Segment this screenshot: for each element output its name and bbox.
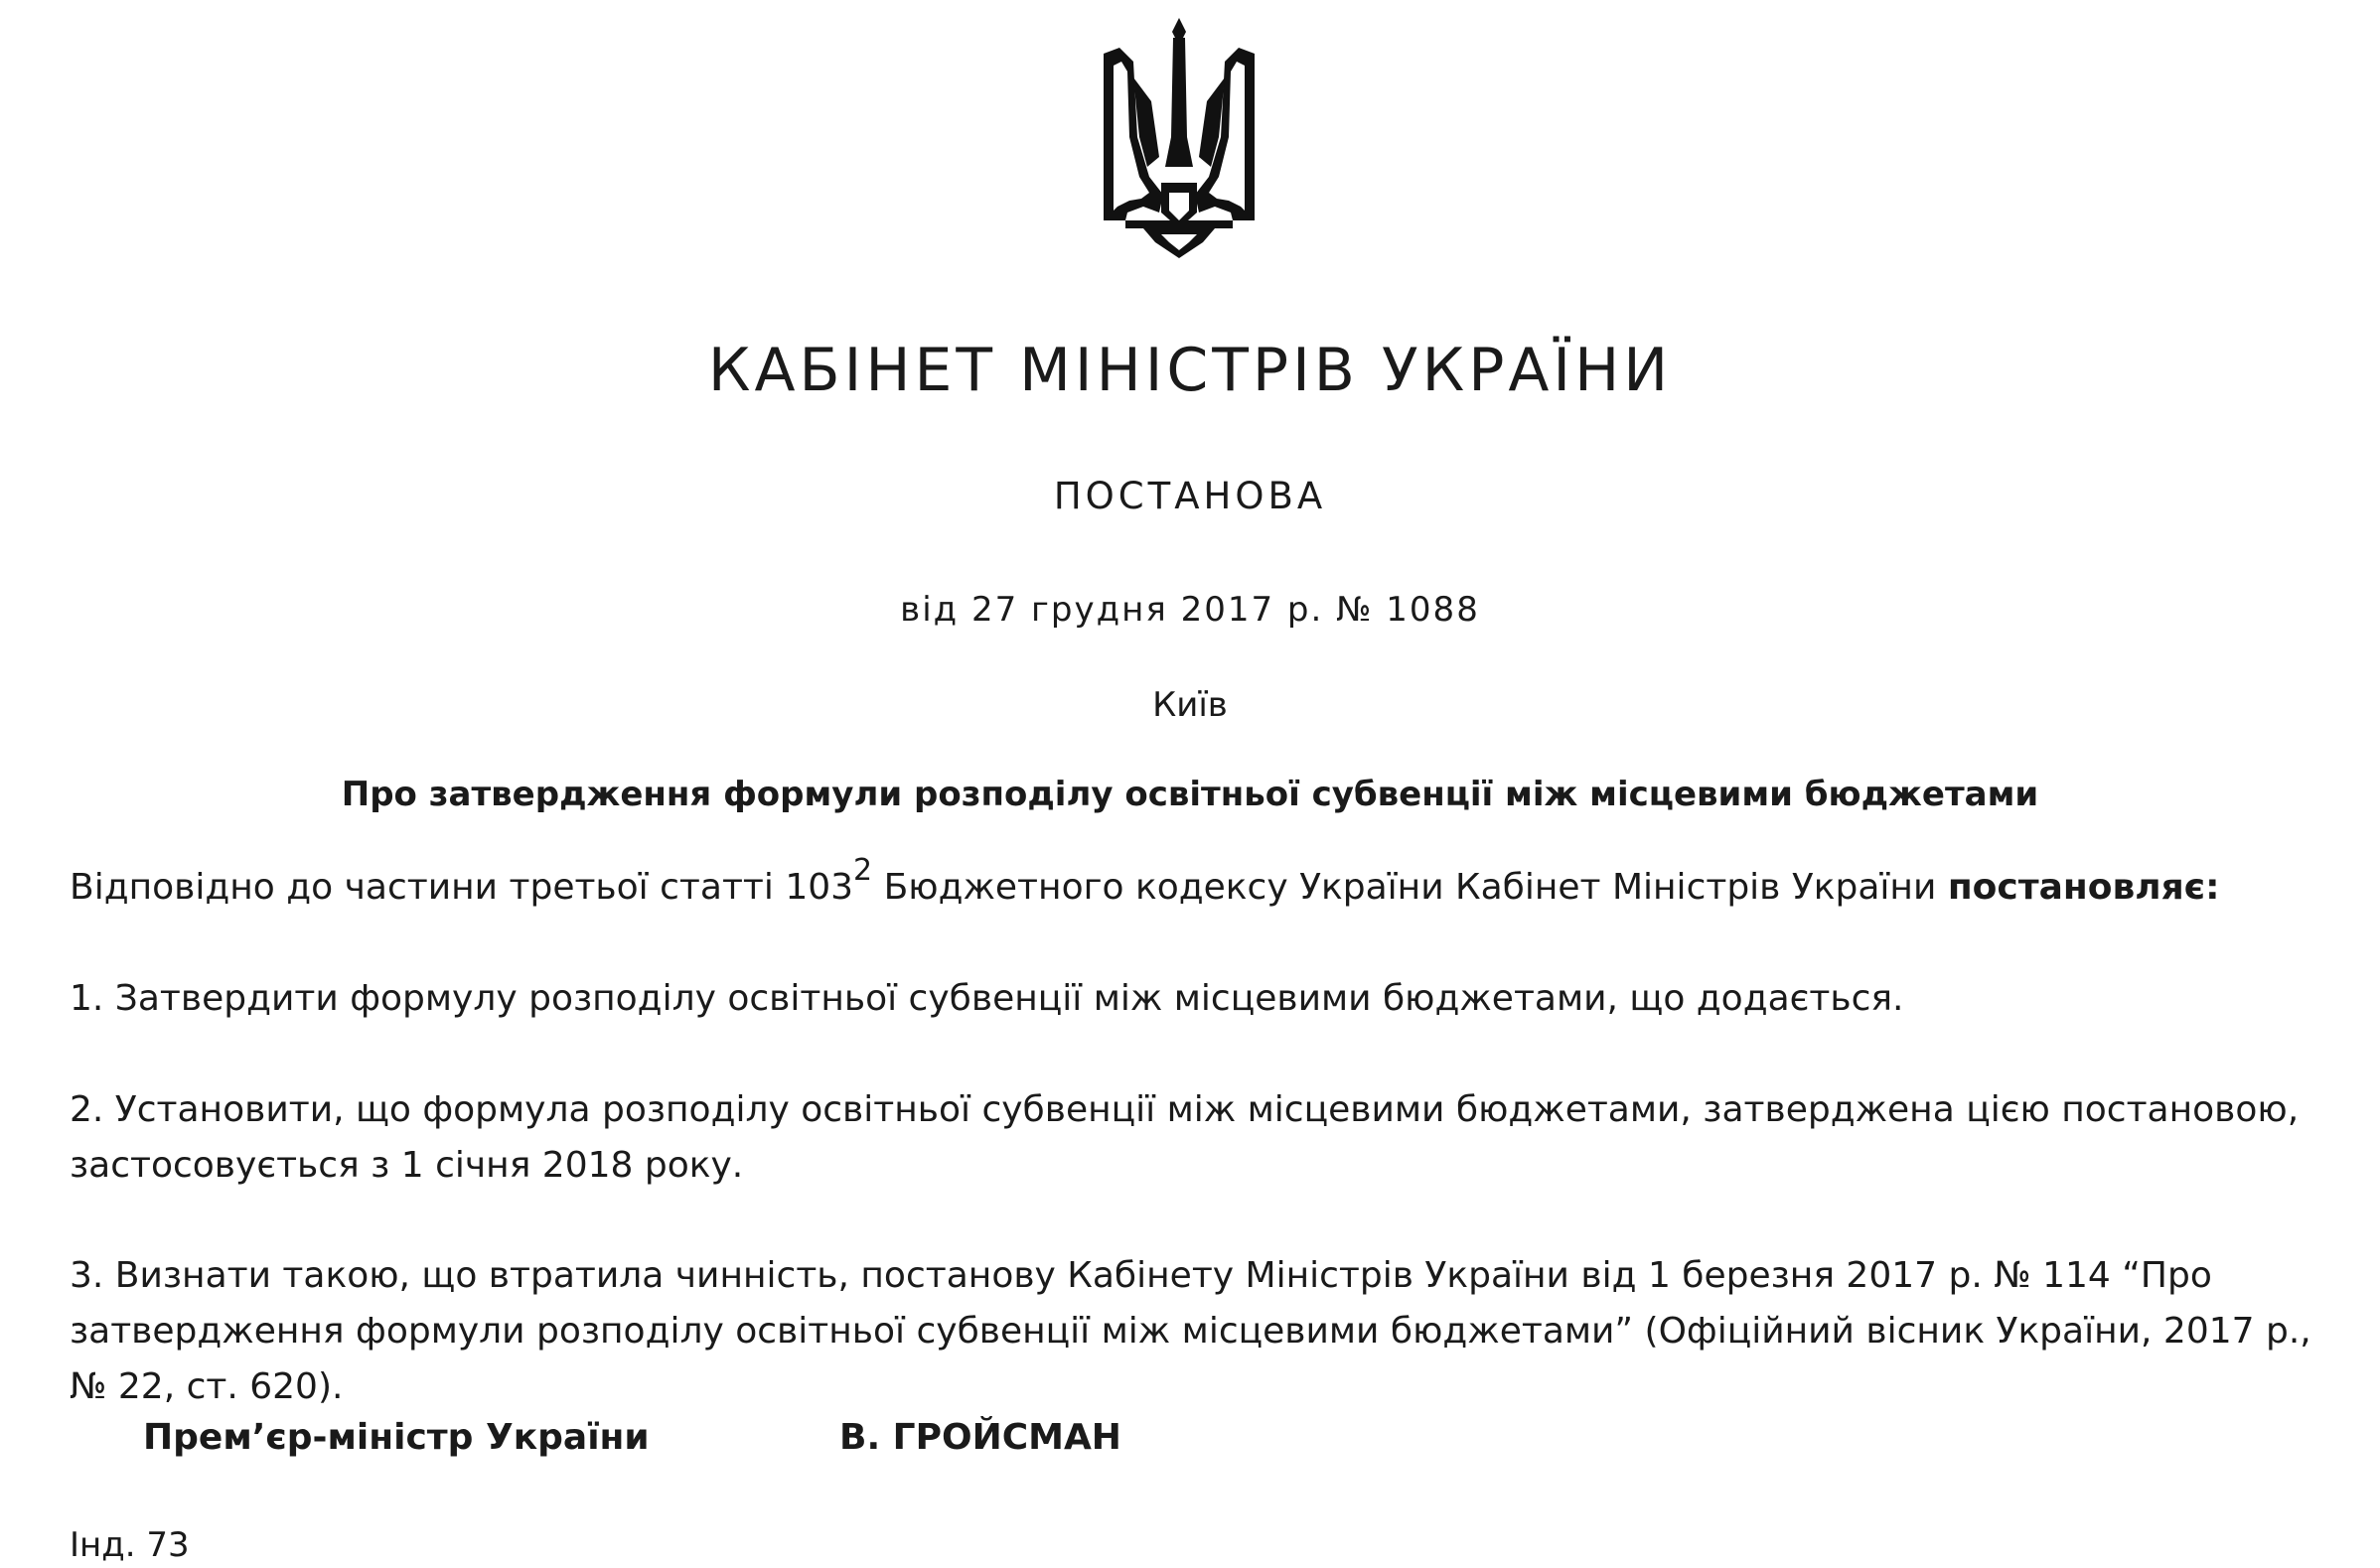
intro-resolves: постановляє: <box>1947 867 2220 908</box>
ukraine-trident-icon <box>1104 18 1255 258</box>
document-city: Київ <box>1152 685 1228 725</box>
intro-text-middle: Бюджетного кодексу України Кабінет Міністрів України <box>872 867 1948 908</box>
signature-name: В. ГРОЙСМАН <box>839 1417 1121 1458</box>
organization-title: КАБІНЕТ МІНІСТРІВ УКРАЇНИ <box>707 336 1673 405</box>
document-date-number: від 27 грудня 2017 р. № 1088 <box>900 590 1480 630</box>
paragraph-3: 3. Визнати такою, що втратила чинність, постанову Кабінету Міністрів України від 1 березня 2017 р. № 114 “Про затвердження формули розподілу освітньої субвенції між місцевими бюджетами” (Офіційний вісник України, 2017 р., № 22, ст. 620). <box>70 1255 2311 1407</box>
intro-text-start: Відповідно до частини третьої статті 103 <box>70 867 854 908</box>
article-superscript: 2 <box>853 853 873 888</box>
intro-paragraph <box>70 853 2344 916</box>
document-index: Інд. 73 <box>70 1525 190 1565</box>
paragraph-1: 1. Затвердити формулу розподілу освітньої субвенції між місцевими бюджетами, що додається. <box>70 978 1904 1019</box>
document-type: ПОСТАНОВА <box>1053 475 1327 517</box>
signature-title: Прем’єр-міністр України <box>143 1417 650 1458</box>
paragraph-2: 2. Установити, що формула розподілу освітньої субвенції між місцевими бюджетами, затверджена цією постановою, застосовується з 1 січня 2018 року. <box>70 1089 2300 1186</box>
document-subject: Про затвердження формули розподілу освітньої субвенції між місцевими бюджетами <box>341 775 2039 814</box>
